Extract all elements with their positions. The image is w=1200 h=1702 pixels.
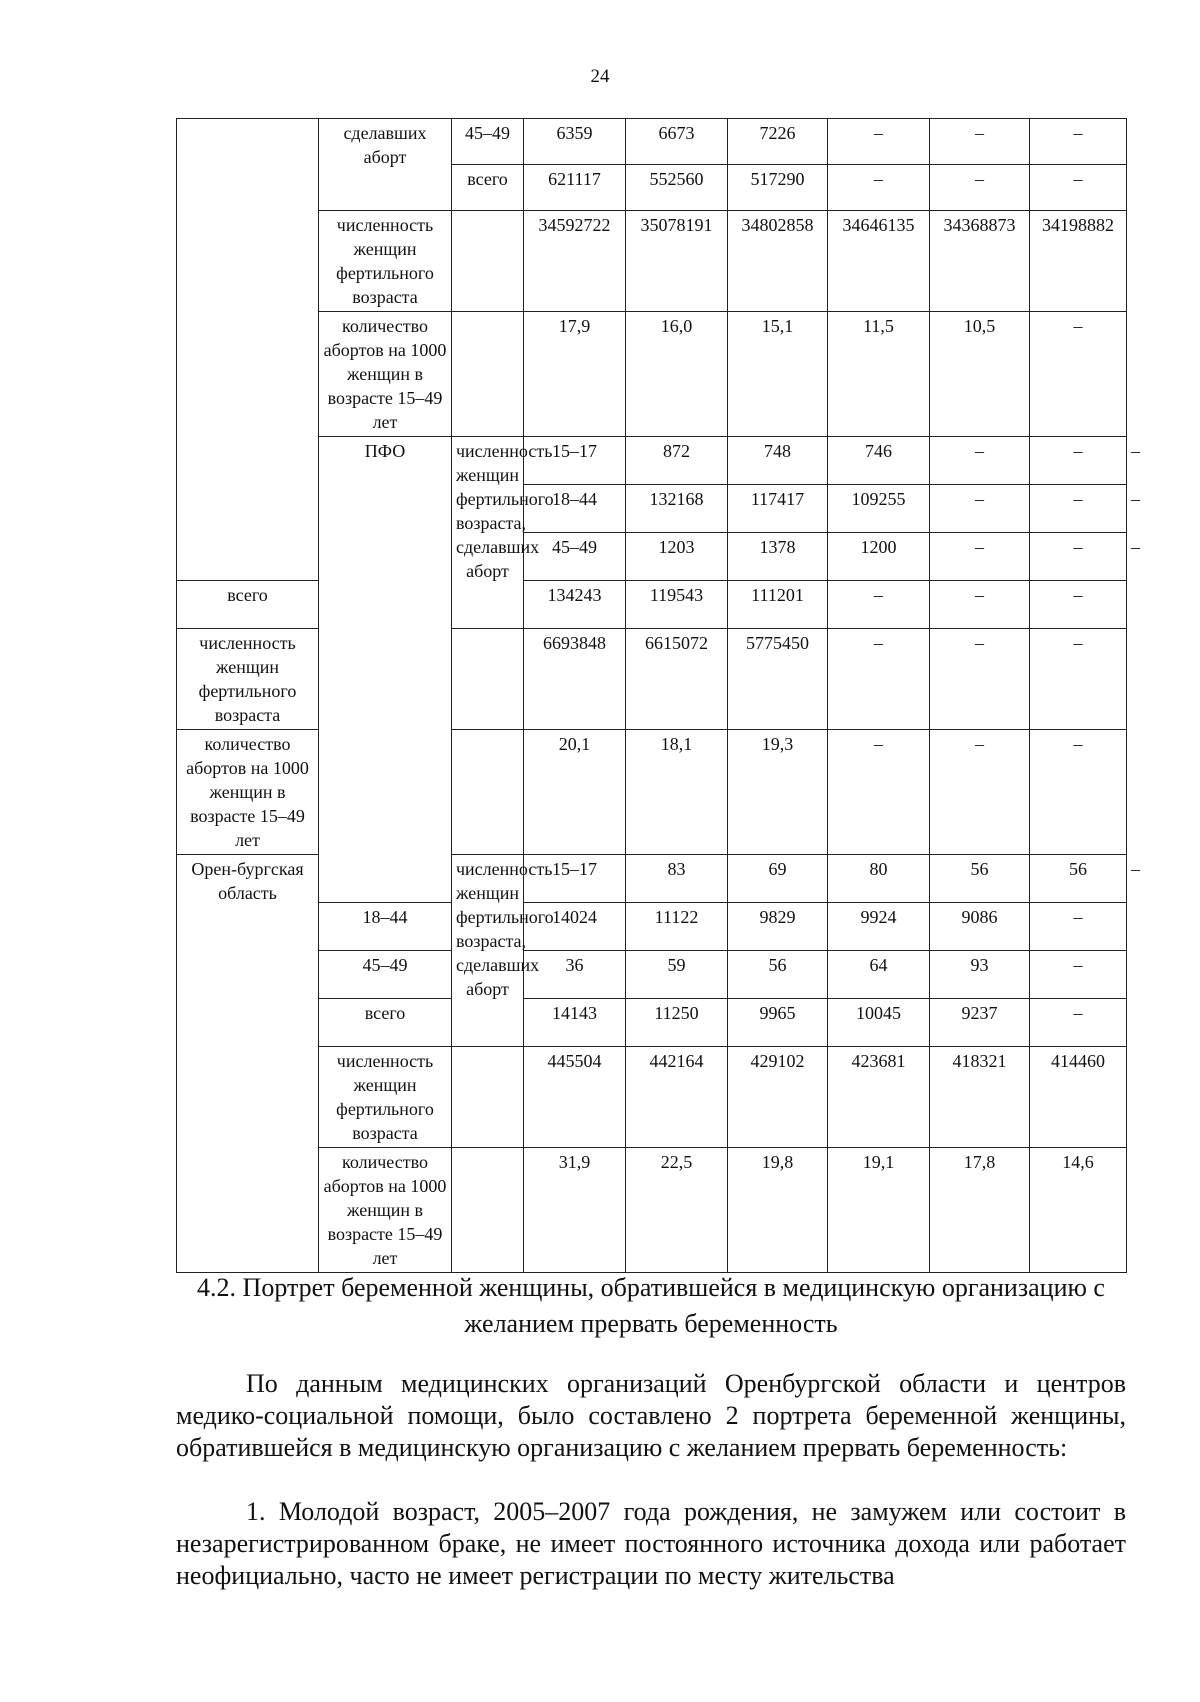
table-cell: –: [1030, 437, 1127, 485]
table-cell: –: [1030, 581, 1127, 629]
table-row: [177, 1148, 1127, 1273]
table-cell: количество абортов на 1000 женщин в возрасте 15–49 лет: [319, 1148, 452, 1273]
table-cell: 1203: [626, 533, 728, 581]
table-cell: –: [1030, 533, 1127, 581]
table-cell: 19,1: [828, 1148, 930, 1273]
table-cell: –: [1030, 485, 1127, 533]
table-cell: 119543: [626, 581, 728, 629]
table-row: [177, 999, 1127, 1047]
table-cell: численность женщин фертильного возраста, сделавших аборт: [452, 437, 524, 629]
table-cell: –: [828, 119, 930, 165]
table-cell: 15–17: [524, 437, 626, 485]
table-cell: 16,0: [626, 312, 728, 437]
table-cell: 34592722: [524, 211, 626, 312]
table-cell: 552560: [626, 165, 728, 211]
paragraph-1: [176, 1368, 1126, 1464]
table-cell: [452, 1148, 524, 1273]
table-cell: 34198882: [1030, 211, 1127, 312]
table-cell: –: [930, 485, 1030, 533]
paragraph-1-text: По данным медицинских организаций Оренбургской области и центров медико-социальной помощи, было составлено 2 портрета беременной женщины, обратившейся в медицинскую организацию с желанием прервать беременность:: [176, 1369, 1126, 1462]
table-cell: численность женщин фертильного возраста, сделавших аборт: [452, 855, 524, 1047]
table-cell: –: [828, 629, 930, 730]
table-cell: 19,3: [728, 730, 828, 855]
table-cell: 69: [728, 855, 828, 903]
table-row: ПФО численность женщин фертильного возраста, сделавших аборт 15–17 872 748 746 – – –: [177, 437, 1127, 485]
table-cell: ПФО: [319, 437, 452, 903]
table-cell: 9924: [828, 903, 930, 951]
table-cell: 34646135: [828, 211, 930, 312]
table-row: 18–44 132168 117417 109255 – – –: [177, 485, 1127, 533]
table-cell: 56: [930, 855, 1030, 903]
table-cell: 15,1: [728, 312, 828, 437]
table-cell: 93: [930, 951, 1030, 999]
table-cell: 429102: [728, 1047, 828, 1148]
table-cell: –: [1030, 119, 1127, 165]
table-cell: 34368873: [930, 211, 1030, 312]
table-cell: 134243: [524, 581, 626, 629]
table-cell: 1200: [828, 533, 930, 581]
table-cell: 872: [626, 437, 728, 485]
table-cell: 423681: [828, 1047, 930, 1148]
table-cell: 6615072: [626, 629, 728, 730]
table-cell: 17,8: [930, 1148, 1030, 1273]
table-row: 45–49 1203 1378 1200 – – –: [177, 533, 1127, 581]
table-cell: 18–44: [319, 903, 452, 951]
table-cell: численность женщин фертильного возраста: [319, 1047, 452, 1148]
table-cell: –: [1030, 165, 1127, 211]
table-cell: 19,8: [728, 1148, 828, 1273]
table-cell: 22,5: [626, 1148, 728, 1273]
table-cell: 5775450: [728, 629, 828, 730]
table-cell: 59: [626, 951, 728, 999]
table-cell: численность женщин фертильного возраста: [319, 211, 452, 312]
table-row: [177, 119, 1127, 165]
table-cell: 45–49: [524, 533, 626, 581]
table-cell: 18,1: [626, 730, 728, 855]
table-cell: 80: [828, 855, 930, 903]
table-cell: 132168: [626, 485, 728, 533]
table-cell: 11,5: [828, 312, 930, 437]
table-cell: 34802858: [728, 211, 828, 312]
paragraph-2-text: 1. Молодой возраст, 2005–2007 года рождения, не замужем или состоит в незарегистрированном браке, не имеет постоянного источника дохода или работает неофициально, часто не имеет регистрации по месту жительства: [176, 1497, 1126, 1590]
table-row: [177, 1047, 1127, 1148]
table-cell: –: [828, 730, 930, 855]
table-cell: 20,1: [524, 730, 626, 855]
table-cell: 64: [828, 951, 930, 999]
table-cell: [452, 730, 524, 855]
table-row: Орен-бургская область численность женщин фертильного возраста, сделавших аборт 15–17 83 69 80 56 56 –: [177, 855, 1127, 903]
table-cell: 9965: [728, 999, 828, 1047]
table-cell: –: [1030, 951, 1127, 999]
table-cell: 517290: [728, 165, 828, 211]
table-cell: 11250: [626, 999, 728, 1047]
table-cell: 117417: [728, 485, 828, 533]
table-cell: 45–49: [319, 951, 452, 999]
table-cell: 109255: [828, 485, 930, 533]
table-row: [177, 951, 1127, 999]
table-cell: 6359: [524, 119, 626, 165]
table-cell: 418321: [930, 1047, 1030, 1148]
table-cell: 9829: [728, 903, 828, 951]
table-cell: –: [930, 629, 1030, 730]
table-cell: 746: [828, 437, 930, 485]
table-cell: –: [828, 581, 930, 629]
table-cell: –: [930, 581, 1030, 629]
table-cell: 11122: [626, 903, 728, 951]
table-cell: 35078191: [626, 211, 728, 312]
section-heading: 4.2. Портрет беременной женщины, обратившейся в медицинскую организацию с желанием прервать беременность: [197, 1273, 1105, 1338]
table-row: [177, 903, 1127, 951]
table-cell: 56: [1030, 855, 1127, 903]
table-cell: –: [930, 437, 1030, 485]
table-cell: 111201: [728, 581, 828, 629]
table-cell: [452, 629, 524, 730]
table-cell: 83: [626, 855, 728, 903]
page-number: 24: [590, 66, 610, 87]
table-cell: 14024: [524, 903, 626, 951]
table-cell: численность женщин фертильного возраста: [177, 629, 319, 730]
table-cell: 17,9: [524, 312, 626, 437]
table-cell: 445504: [524, 1047, 626, 1148]
table-cell: 31,9: [524, 1148, 626, 1273]
table-cell: –: [930, 119, 1030, 165]
paragraph-2: [176, 1496, 1126, 1592]
table-cell: 6693848: [524, 629, 626, 730]
table-cell: 9086: [930, 903, 1030, 951]
table-cell: Орен-бургская область: [177, 855, 319, 1273]
table-cell: –: [930, 533, 1030, 581]
table-cell: [177, 119, 319, 581]
table-cell: –: [930, 165, 1030, 211]
table-cell: 414460: [1030, 1047, 1127, 1148]
table-cell: –: [930, 730, 1030, 855]
table-cell: всего: [452, 165, 524, 211]
table-cell: [452, 1047, 524, 1148]
table-cell: 6673: [626, 119, 728, 165]
table-cell: –: [828, 165, 930, 211]
table-cell: –: [1030, 629, 1127, 730]
table-cell: количество абортов на 1000 женщин в возрасте 15–49 лет: [319, 312, 452, 437]
table-cell: всего: [319, 999, 452, 1047]
table-cell: 56: [728, 951, 828, 999]
table-cell: 7226: [728, 119, 828, 165]
table-cell: 9237: [930, 999, 1030, 1047]
table-cell: 10,5: [930, 312, 1030, 437]
table-cell: сделавших аборт: [319, 119, 452, 211]
table-cell: 1378: [728, 533, 828, 581]
table-cell: –: [1030, 999, 1127, 1047]
table-cell: 14,6: [1030, 1148, 1127, 1273]
table-cell: [452, 312, 524, 437]
table-cell: 15–17: [524, 855, 626, 903]
abortion-statistics-table: [176, 118, 1140, 1273]
table-cell: 45–49: [452, 119, 524, 165]
table-cell: 36: [524, 951, 626, 999]
table-cell: 621117: [524, 165, 626, 211]
table-cell: –: [1030, 312, 1127, 437]
table-cell: всего: [177, 581, 319, 629]
table-cell: –: [1030, 730, 1127, 855]
table-cell: 442164: [626, 1047, 728, 1148]
table-cell: [452, 211, 524, 312]
table-cell: –: [1030, 903, 1127, 951]
table-row: [177, 312, 1127, 437]
table-cell: 748: [728, 437, 828, 485]
table-cell: 14143: [524, 999, 626, 1047]
table-cell: 18–44: [524, 485, 626, 533]
table-body: [177, 119, 1140, 1273]
table-cell: количество абортов на 1000 женщин в возрасте 15–49 лет: [177, 730, 319, 855]
table-row: [177, 211, 1127, 312]
table-cell: 10045: [828, 999, 930, 1047]
